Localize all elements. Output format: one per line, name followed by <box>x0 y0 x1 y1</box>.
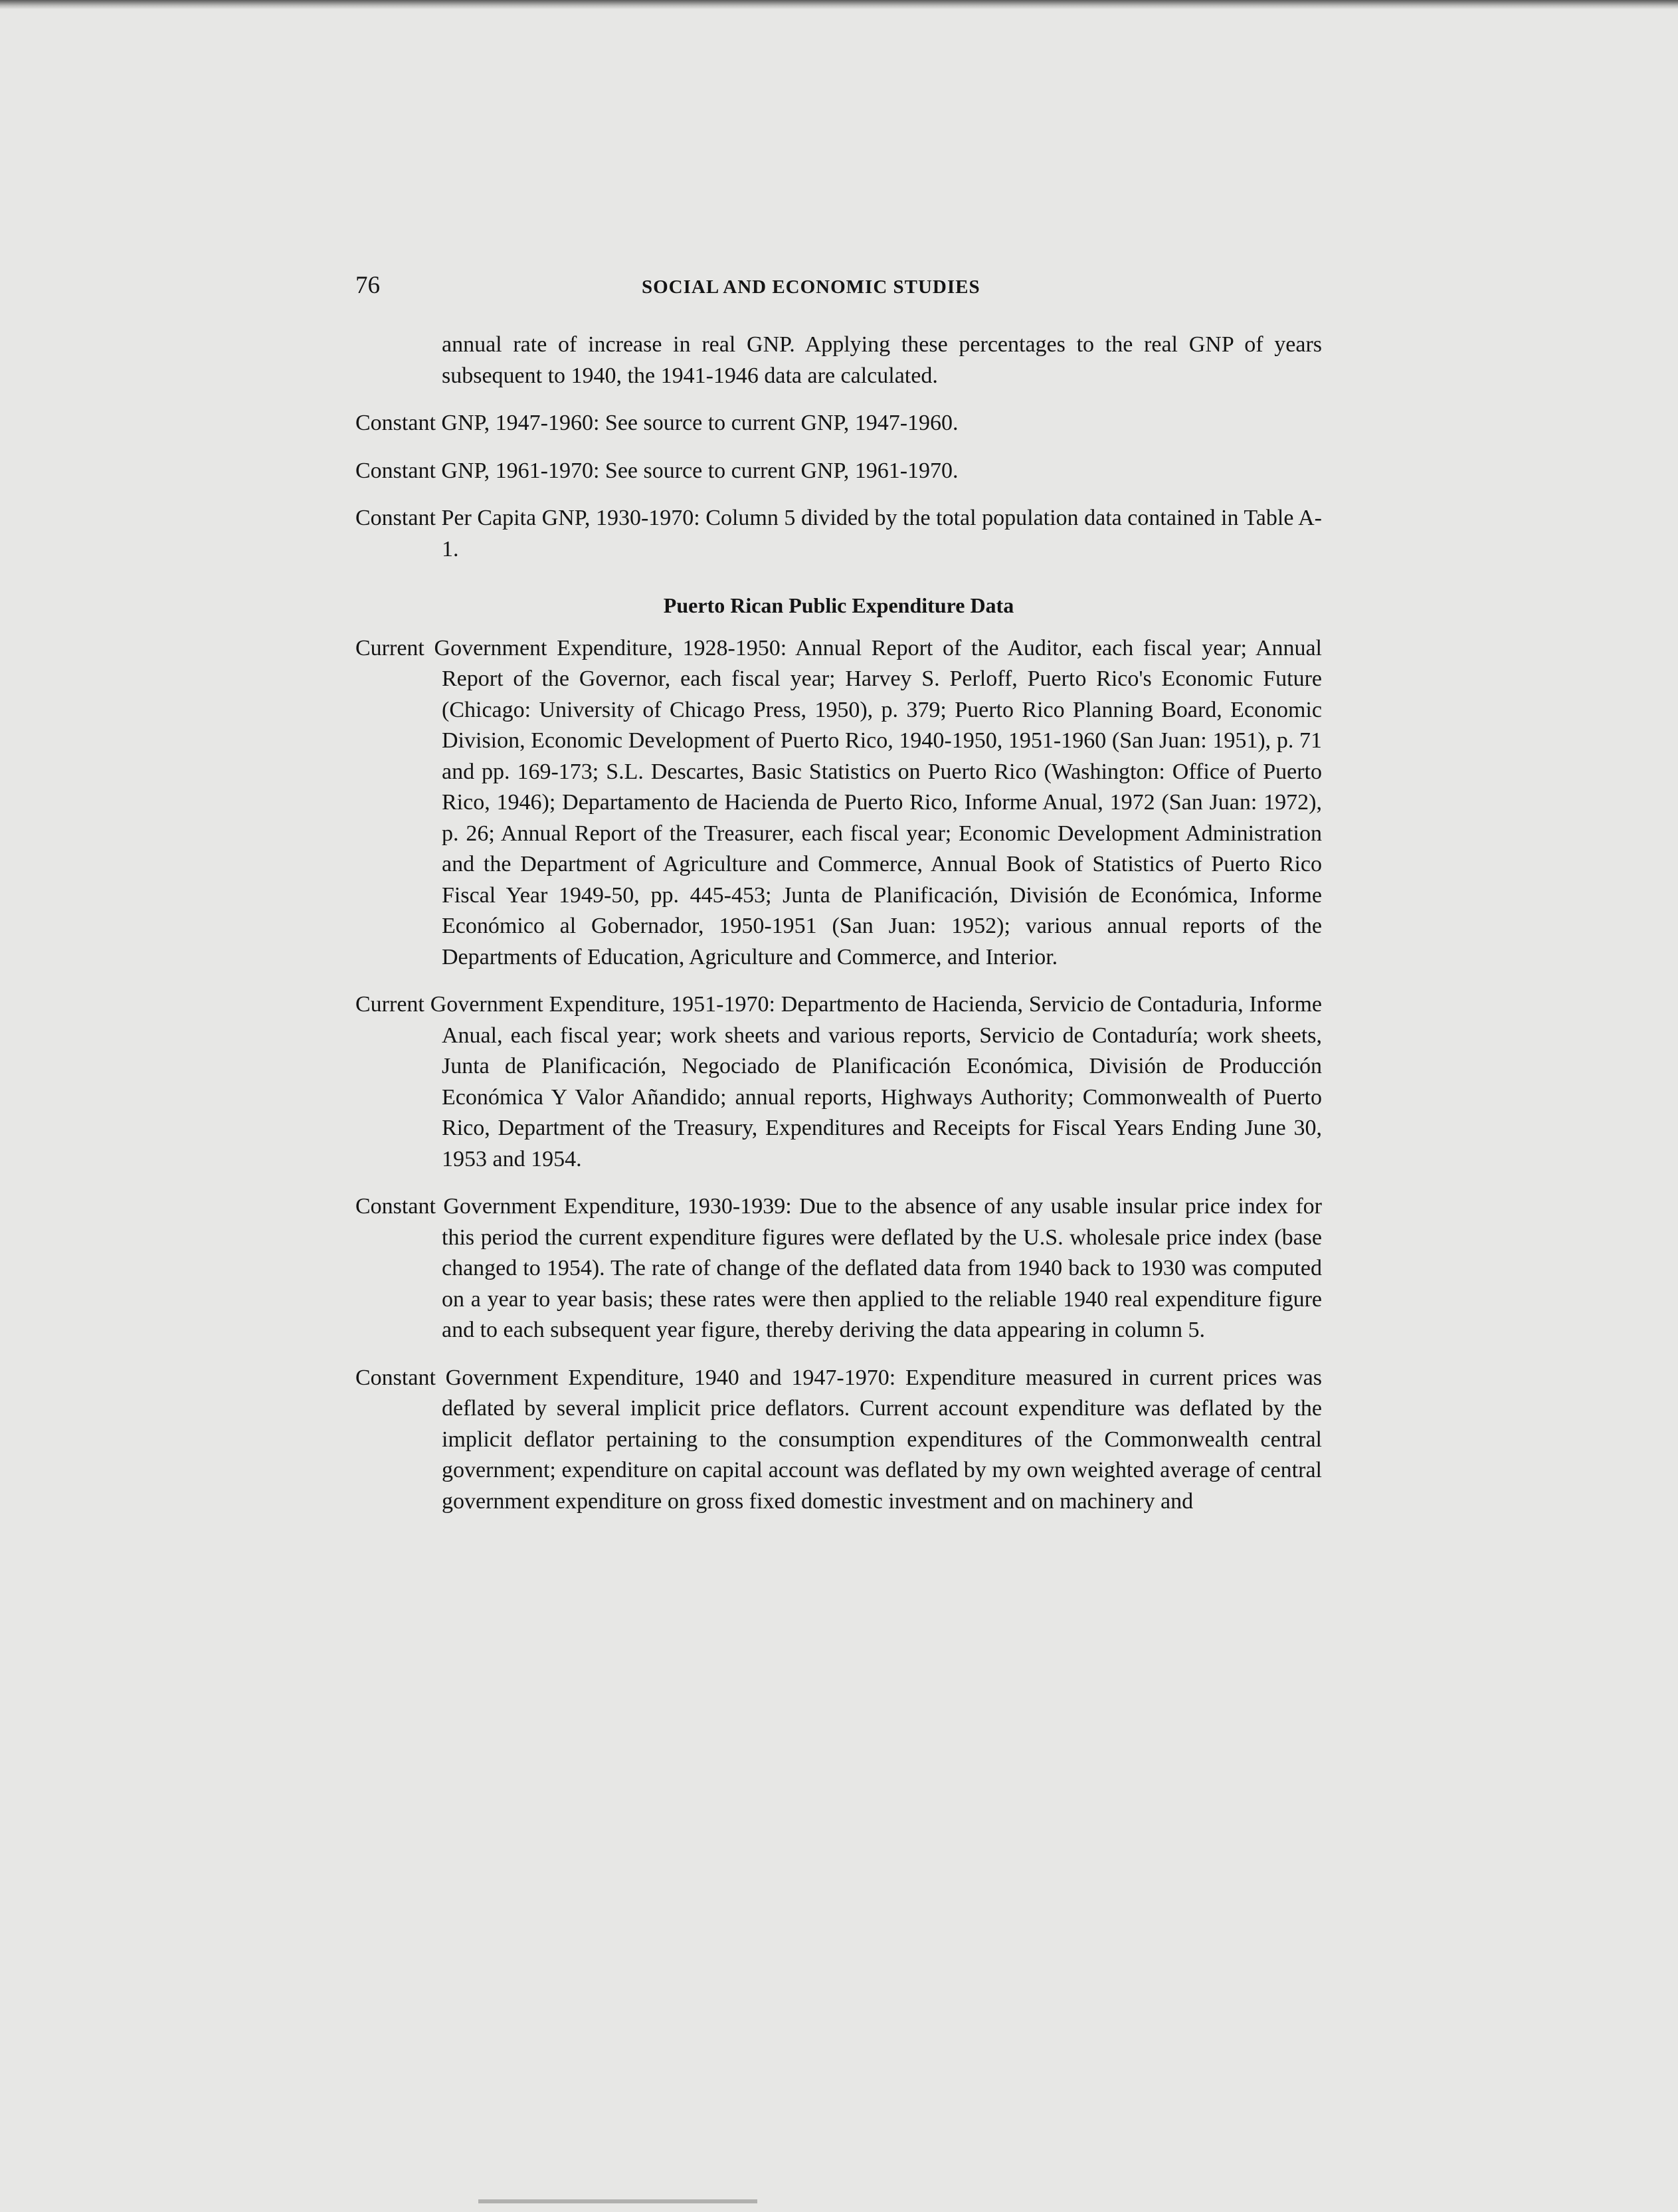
page-number: 76 <box>355 272 380 299</box>
source-entry-constant-gnp-1947-1960: Constant GNP, 1947-1960: See source to current GNP, 1947-1960. <box>355 411 959 435</box>
scan-bottom-mark <box>478 2199 757 2203</box>
page-header <box>0 271 1678 311</box>
page-body <box>355 330 1322 1534</box>
source-entry-current-expenditure-1951-1970: Current Government Expenditure, 1951-1970: Departmento de Hacienda, Servicio de Contaduria, Informe Anual, each fiscal year; work sheets and various reports, Servicio de Contaduría; work sheets, Junta de Planificación, Negociado de Planificación Económica, División de Producción Económica Y Valor Añandido; annual reports, Highways Authority; Commonwealth of Puerto Rico, Department of the Treasury, Expenditures and Receipts for Fiscal Years Ending June 30, 1953 and 1954. <box>355 992 1322 1171</box>
continued-paragraph: annual rate of increase in real GNP. Applying these percentages to the real GNP of years subsequent to 1940, the 1941-1946 data are calculated. <box>442 332 1322 388</box>
source-entry-constant-expenditure-1940-1970: Constant Government Expenditure, 1940 and 1947-1970: Expenditure measured in current prices was deflated by several implicit price deflators. Current account expenditure was deflated by the implicit deflator pertaining to the consumption expenditures of the Commonwealth central government; expenditure on capital account was deflated by my own weighted average of central government expenditure on gross fixed domestic investment and on machinery and <box>355 1365 1322 1514</box>
source-entry-current-expenditure-1928-1950: Current Government Expenditure, 1928-1950: Annual Report of the Auditor, each fiscal year; Annual Report of the Governor, each fiscal year; Harvey S. Perloff, Puerto Rico's Economic Future (Chicago: University of Chicago Press, 1950), p. 379; Puerto Rico Planning Board, Economic Division, Economic Development of Puerto Rico, 1940-1950, 1951-1960 (San Juan: 1951), p. 71 and pp. 169-173; S.L. Descartes, Basic Statistics on Puerto Rico (Washington: Office of Puerto Rico, 1946); Departamento de Hacienda de Puerto Rico, Informe Anual, 1972 (San Juan: 1972), p. 26; Annual Report of the Treasurer, each fiscal year; Economic Development Administration and the Department of Agriculture and Commerce, Annual Book of Statistics of Puerto Rico Fiscal Year 1949-50, pp. 445-453; Junta de Planificación, División de Económica, Informe Económico al Gobernador, 1950-1951 (San Juan: 1952); various annual reports of the Departments of Education, Agriculture and Commerce, and Interior. <box>355 635 1322 969</box>
scan-top-edge <box>0 0 1678 9</box>
running-head: SOCIAL AND ECONOMIC STUDIES <box>642 276 980 298</box>
source-entry-constant-gnp-1961-1970: Constant GNP, 1961-1970: See source to current GNP, 1961-1970. <box>355 458 959 483</box>
source-entry-constant-expenditure-1930-1939: Constant Government Expenditure, 1930-1939: Due to the absence of any usable insular price index for this period the current expenditure figures were deflated by the U.S. wholesale price index (base changed to 1954). The rate of change of the deflated data from 1940 back to 1930 was computed on a year to year basis; these rates were then applied to the reliable 1940 real expenditure figure and to each subsequent year figure, thereby deriving the data appearing in column 5. <box>355 1194 1322 1342</box>
section-heading: Puerto Rican Public Expenditure Data <box>663 593 1014 617</box>
source-entry-constant-per-capita-gnp: Constant Per Capita GNP, 1930-1970: Column 5 divided by the total population data contained in Table A-1. <box>355 506 1322 561</box>
